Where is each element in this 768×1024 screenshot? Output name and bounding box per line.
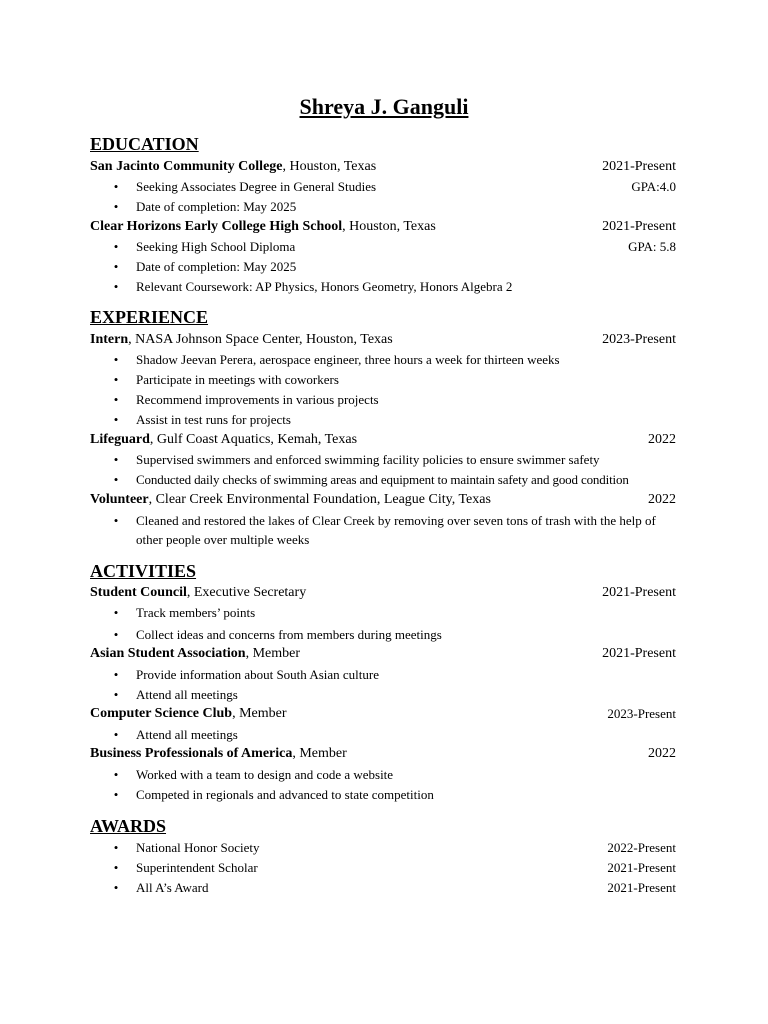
bullet-icon: • [113, 767, 119, 782]
experience-heading: EXPERIENCE [90, 307, 209, 327]
gpa-value: GPA: 5.8 [628, 239, 676, 254]
entry-org: Intern [90, 332, 129, 347]
entry-org: Lifeguard [90, 432, 150, 447]
list-item-text: Collect ideas and concerns from members during meetings [136, 627, 442, 642]
entry-date: 2021-Present [602, 219, 676, 234]
entry-org: San Jacinto Community College [90, 159, 283, 174]
list-item-text: Conducted daily checks of swimming areas and equipment to maintain safety and good condition [136, 472, 629, 487]
award-item [110, 858, 676, 877]
entry-detail: , Houston, Texas [282, 159, 377, 174]
list-item [110, 665, 676, 684]
experience-entry [90, 490, 676, 510]
activity-entry [90, 704, 676, 724]
list-item-text: Competed in regionals and advanced to state competition [136, 787, 434, 802]
activity-entry [90, 744, 676, 764]
list-item-text: Seeking Associates Degree in General Studies [136, 179, 377, 194]
entry-org: Computer Science Club [90, 706, 233, 721]
entry-detail: , Clear Creek Environmental Foundation, League City, Texas [148, 492, 491, 507]
award-name: Superintendent Scholar [136, 860, 258, 875]
gpa-value: GPA:4.0 [631, 179, 676, 194]
list-item [110, 257, 676, 276]
list-item [110, 197, 676, 216]
entry-detail: , Member [232, 706, 287, 721]
activity-entry [90, 583, 676, 603]
award-item [110, 878, 676, 897]
bullet-icon: • [113, 239, 119, 254]
list-item [110, 785, 676, 804]
activity-entry [90, 644, 676, 664]
list-item [110, 450, 676, 469]
list-item-text: Date of completion: May 2025 [136, 199, 297, 214]
list-item [110, 370, 676, 389]
list-item-text: Cleaned and restored the lakes of Clear Creek by removing over seven tons of trash with the help of other people over multiple weeks [136, 513, 656, 547]
award-item [110, 838, 676, 857]
award-name: National Honor Society [136, 840, 260, 855]
award-name: All A’s Award [136, 880, 209, 895]
entry-org: Clear Horizons Early College High School [90, 219, 343, 234]
entry-detail: , NASA Johnson Space Center, Houston, Texas [128, 332, 393, 347]
entry-date: 2021-Present [602, 585, 676, 600]
list-item [110, 725, 676, 744]
list-item [110, 390, 676, 409]
experience-entry [90, 430, 676, 450]
award-date: 2021-Present [607, 880, 676, 895]
list-item [110, 177, 676, 196]
bullet-icon: • [113, 392, 119, 407]
bullet-icon: • [113, 412, 119, 427]
bullet-icon: • [113, 179, 119, 194]
education-entry [90, 217, 676, 237]
bullet-icon: • [113, 259, 119, 274]
activities-heading: ACTIVITIES [90, 561, 197, 581]
list-item-text: Supervised swimmers and enforced swimming facility policies to ensure swimmer safety [136, 452, 600, 467]
bullet-icon: • [113, 279, 119, 294]
entry-detail: , Executive Secretary [186, 585, 307, 600]
bullet-icon: • [113, 667, 119, 682]
list-item-text: Track members’ points [136, 605, 256, 620]
list-item [110, 470, 676, 489]
list-item-text: Shadow Jeevan Perera, aerospace engineer, three hours a week for thirteen weeks [136, 352, 560, 367]
entry-date: 2022 [648, 432, 676, 447]
entry-org: Business Professionals of America [90, 746, 293, 761]
entry-date: 2021-Present [602, 159, 676, 174]
bullet-icon: • [113, 472, 119, 487]
bullet-icon: • [113, 199, 119, 214]
list-item [110, 625, 676, 644]
experience-entry [90, 330, 676, 350]
entry-detail: , Member [292, 746, 347, 761]
list-item-text: Date of completion: May 2025 [136, 259, 297, 274]
list-item-text: Relevant Coursework: AP Physics, Honors Geometry, Honors Algebra 2 [136, 279, 513, 294]
list-item [110, 511, 676, 549]
list-item [110, 237, 676, 256]
list-item [110, 765, 676, 784]
entry-detail: , Gulf Coast Aquatics, Kemah, Texas [149, 432, 358, 447]
entry-detail: , Member [245, 646, 301, 661]
bullet-icon: • [113, 372, 119, 387]
entry-date: 2022 [648, 492, 676, 507]
entry-date: 2023-Present [602, 332, 676, 347]
list-item-text: Recommend improvements in various projects [136, 392, 379, 407]
bullet-icon: • [113, 513, 119, 528]
list-item [110, 685, 676, 704]
entry-org: Volunteer [90, 492, 149, 507]
awards-heading: AWARDS [90, 816, 167, 836]
award-date: 2022-Present [607, 840, 676, 855]
bullet-icon: • [113, 452, 119, 467]
entry-org: Student Council [90, 585, 187, 600]
bullet-icon: • [113, 687, 119, 702]
bullet-icon: • [113, 627, 119, 642]
list-item-text: Attend all meetings [136, 687, 238, 702]
list-item [110, 350, 676, 369]
list-item-text: Seeking High School Diploma [136, 239, 296, 254]
entry-date: 2022 [648, 746, 676, 761]
list-item-text: Worked with a team to design and code a website [136, 767, 394, 782]
list-item [110, 603, 676, 622]
education-heading: EDUCATION [90, 134, 199, 154]
list-item [110, 410, 676, 429]
bullet-icon: • [113, 605, 119, 620]
entry-date: 2023-Present [607, 706, 676, 721]
resume-name: Shreya J. Ganguli [299, 94, 469, 119]
list-item [110, 277, 676, 296]
education-entry [90, 157, 676, 177]
entry-date: 2021-Present [602, 646, 676, 661]
bullet-icon: • [113, 840, 119, 855]
bullet-icon: • [113, 727, 119, 742]
bullet-icon: • [113, 860, 119, 875]
entry-detail: , Houston, Texas [342, 219, 436, 234]
entry-org: Asian Student Association [90, 646, 246, 661]
list-item-text: Assist in test runs for projects [136, 412, 291, 427]
bullet-icon: • [113, 787, 119, 802]
bullet-icon: • [113, 352, 119, 367]
list-item-text: Attend all meetings [136, 727, 238, 742]
bullet-icon: • [113, 880, 119, 895]
award-date: 2021-Present [607, 860, 676, 875]
list-item-text: Participate in meetings with coworkers [136, 372, 339, 387]
list-item-text: Provide information about South Asian culture [136, 667, 379, 682]
